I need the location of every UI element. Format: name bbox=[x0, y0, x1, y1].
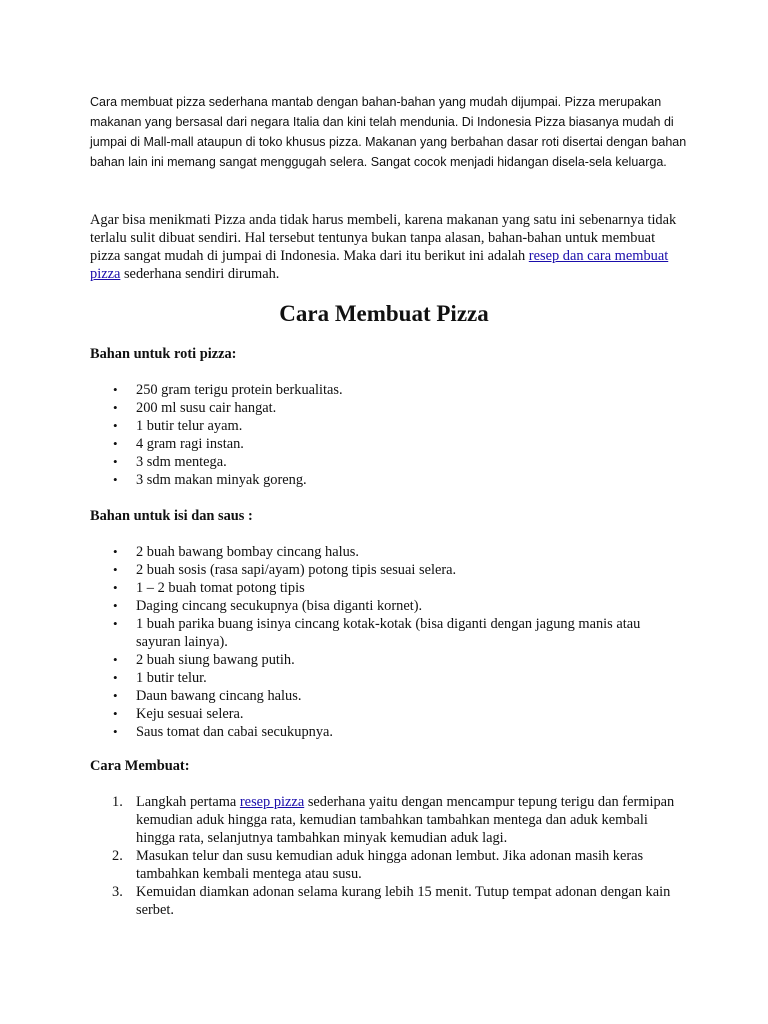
list-item: • 250 gram terigu protein berkualitas. bbox=[90, 381, 690, 399]
list-item: • Daun bawang cincang halus. bbox=[90, 687, 680, 705]
page-title: Cara Membuat Pizza bbox=[279, 301, 489, 326]
step-text: Kemuidan diamkan adonan selama kurang lebih 15 menit. Tutup tempat adonan dengan kain serbet. bbox=[136, 884, 671, 918]
list-item: • 4 gram ragi instan. bbox=[90, 435, 690, 453]
list-item: • 3 sdm mentega. bbox=[90, 453, 690, 471]
filling-heading: Bahan untuk isi dan saus : bbox=[90, 508, 253, 524]
intro-paragraph: Cara membuat pizza sederhana mantab dengan bahan-bahan yang mudah dijumpai. Pizza merupakan makanan yang bersasal dari negara Italia dan kini telah mendunia. Di Indonesia Pizza biasanya mudah di jumpai di Mall-mall ataupun di toko khusus pizza. Makanan yang berbahan dasar roti disertai dengan bahan bahan lain ini memang sangat menggugah selera. Sangat cocok menjadi hidangan disela-sela keluarga. bbox=[90, 95, 687, 169]
steps-list bbox=[90, 793, 680, 919]
list-item: • 2 buah sosis (rasa sapi/ayam) potong tipis sesuai selera. bbox=[90, 561, 680, 579]
step-text: Langkah pertama bbox=[136, 794, 240, 810]
step-text: Masukan telur dan susu kemudian aduk hingga adonan lembut. Jika adonan masih keras tambahkan kembali mentega atau susu. bbox=[136, 848, 644, 882]
list-item: • 1 butir telur. bbox=[90, 669, 680, 687]
step-item bbox=[90, 793, 680, 847]
step-text-end: sederhana yaitu dengan mencampur tepung terigu dan fermipan kemudian aduk hingga rata, kemudian tambahkan tambahkan mentega dan aduk kembali hingga rata, selanjutnya tambahkan minyak kemudian aduk lagi. bbox=[136, 794, 675, 846]
step-item bbox=[90, 847, 680, 883]
description-paragraph bbox=[90, 211, 680, 283]
list-item: • 2 buah bawang bombay cincang halus. bbox=[90, 543, 680, 561]
steps-heading: Cara Membuat: bbox=[90, 758, 190, 774]
step-number: 3. bbox=[112, 884, 123, 900]
list-item: • 2 buah siung bawang putih. bbox=[90, 651, 680, 669]
list-item: • 1 – 2 buah tomat potong tipis bbox=[90, 579, 680, 597]
filling-list bbox=[90, 543, 680, 741]
recipe-link[interactable]: resep dan cara membuat pizza bbox=[90, 248, 669, 282]
list-item: • Daging cincang secukupnya (bisa diganti kornet). bbox=[90, 597, 680, 615]
paragraph-text-end: sederhana sendiri dirumah. bbox=[120, 266, 280, 282]
list-item: • Keju sesuai selera. bbox=[90, 705, 680, 723]
dough-heading: Bahan untuk roti pizza: bbox=[90, 346, 237, 362]
list-item: • 200 ml susu cair hangat. bbox=[90, 399, 690, 417]
recipe-pizza-link[interactable]: resep pizza bbox=[239, 794, 305, 810]
paragraph-text: Agar bisa menikmati Pizza anda tidak harus membeli, karena makanan yang satu ini sebenarnya tidak terlalu sulit dibuat sendiri. Hal tersebut tentunya bukan tanpa alasan, bahan-bahan untuk membuat pizza sangat mudah di jumpai di Indonesia. Maka dari itu berikut ini adalah bbox=[90, 212, 677, 264]
dough-list bbox=[90, 381, 690, 489]
step-number: 2. bbox=[112, 848, 123, 864]
list-item: • 1 buah parika buang isinya cincang kotak-kotak (bisa diganti dengan jagung manis atau sayuran lainya). bbox=[90, 615, 680, 651]
step-item bbox=[90, 883, 680, 919]
list-item: • 1 butir telur ayam. bbox=[90, 417, 690, 435]
step-number: 1. bbox=[112, 794, 123, 810]
list-item: • 3 sdm makan minyak goreng. bbox=[90, 471, 690, 489]
list-item: • Saus tomat dan cabai secukupnya. bbox=[90, 723, 680, 741]
